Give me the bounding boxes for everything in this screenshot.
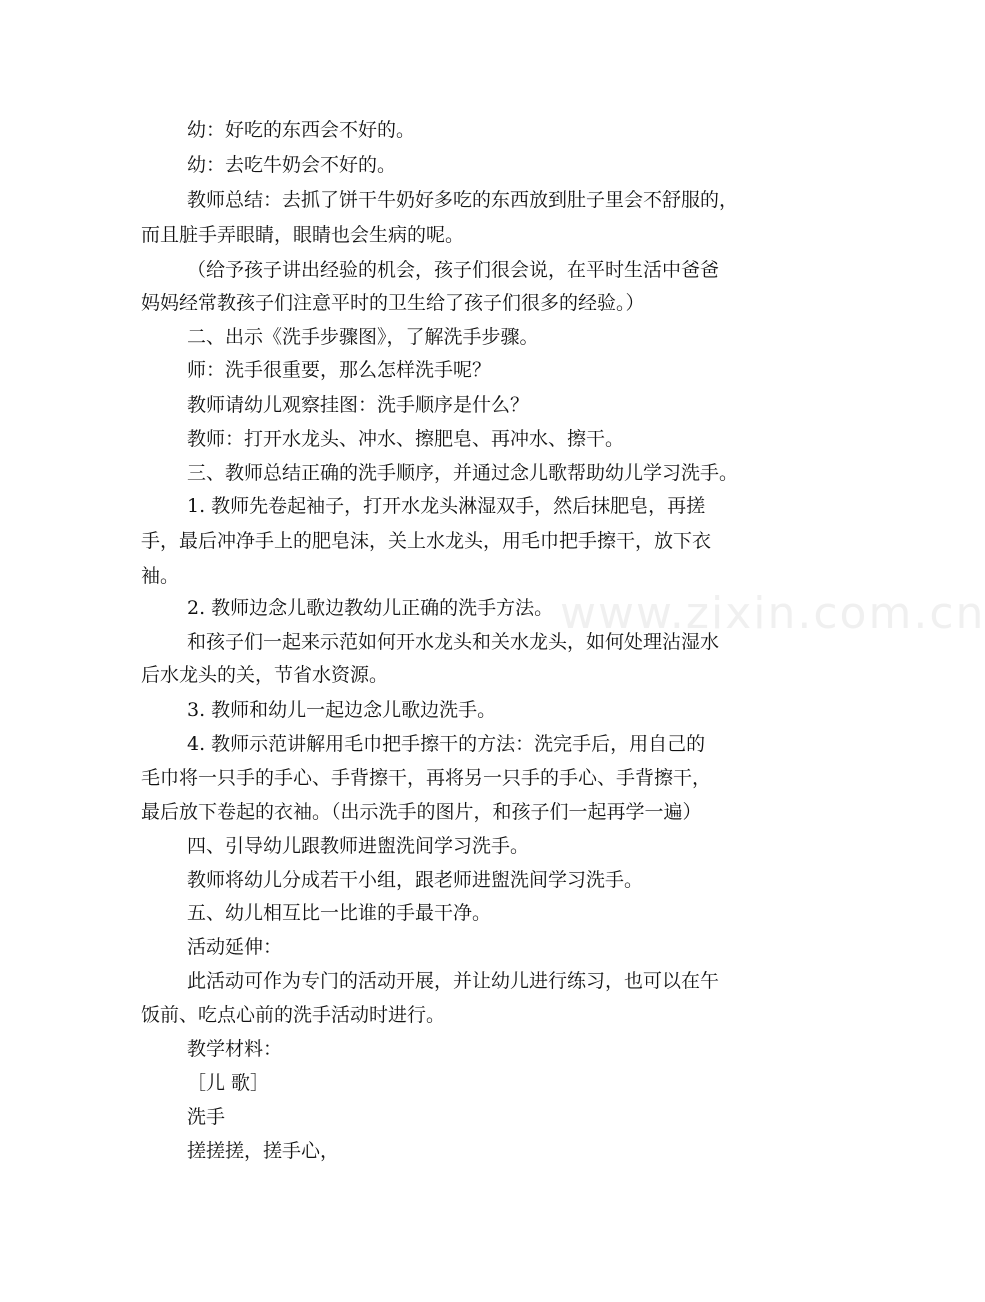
text-line: 教师总结：去抓了饼干牛奶好多吃的东西放到肚子里会不舒服的，: [187, 189, 739, 211]
text-line: 活动延伸：: [187, 936, 283, 958]
text-line: 1. 教师先卷起袖子，打开水龙头淋湿双手，然后抹肥皂，再搓: [187, 495, 706, 517]
text-line: ［儿 歌］: [187, 1072, 270, 1094]
text-line: 教学材料：: [187, 1038, 283, 1060]
text-line: 而且脏手弄眼睛，眼睛也会生病的呢。: [141, 224, 465, 246]
text-line: 后水龙头的关，节省水资源。: [141, 664, 389, 686]
text-line: 幼：去吃牛奶会不好的。: [187, 154, 397, 176]
watermark: www.zixin.com.cn: [560, 588, 985, 639]
text-line: 手，最后冲净手上的肥皂沫，关上水龙头，用毛巾把手擦干，放下衣: [141, 530, 712, 552]
text-line: 毛巾将一只手的手心、手背擦干，再将另一只手的手心、手背擦干，: [141, 767, 712, 789]
text-line: 二、出示《洗手步骤图》，了解洗手步骤。: [187, 326, 539, 348]
text-line: 搓搓搓，搓手心，: [187, 1140, 340, 1162]
text-line: 和孩子们一起来示范如何开水龙头和关水龙头，如何处理沾湿水: [187, 631, 720, 653]
text-line: 袖。: [141, 565, 180, 587]
text-line: 五、幼儿相互比一比谁的手最干净。: [187, 902, 492, 924]
text-line: 4. 教师示范讲解用毛巾把手擦干的方法：洗完手后，用自己的: [187, 733, 706, 755]
text-line: 教师将幼儿分成若干小组，跟老师进盥洗间学习洗手。: [187, 869, 644, 891]
text-line: 幼：好吃的东西会不好的。: [187, 119, 416, 141]
text-line: 3. 教师和幼儿一起边念儿歌边洗手。: [187, 699, 497, 721]
text-line: 最后放下卷起的衣袖。（出示洗手的图片，和孩子们一起再学一遍）: [141, 801, 702, 823]
text-line: 此活动可作为专门的活动开展，并让幼儿进行练习，也可以在午: [187, 970, 720, 992]
text-line: 师：洗手很重要，那么怎样洗手呢？: [187, 359, 492, 381]
text-line: 2. 教师边念儿歌边教幼儿正确的洗手方法。: [187, 597, 554, 619]
text-line: 教师：打开水龙头、冲水、擦肥皂、再冲水、擦干。: [187, 428, 625, 450]
text-line: （给予孩子讲出经验的机会，孩子们很会说，在平时生活中爸爸: [187, 259, 720, 281]
text-line: 四、引导幼儿跟教师进盥洗间学习洗手。: [187, 835, 530, 857]
text-line: 三、教师总结正确的洗手顺序，并通过念儿歌帮助幼儿学习洗手。: [187, 462, 739, 484]
text-line: 洗手: [187, 1106, 226, 1128]
text-line: 教师请幼儿观察挂图：洗手顺序是什么？: [187, 394, 530, 416]
text-line: 饭前、吃点心前的洗手活动时进行。: [141, 1004, 446, 1026]
text-line: 妈妈经常教孩子们注意平时的卫生给了孩子们很多的经验。）: [141, 292, 645, 314]
